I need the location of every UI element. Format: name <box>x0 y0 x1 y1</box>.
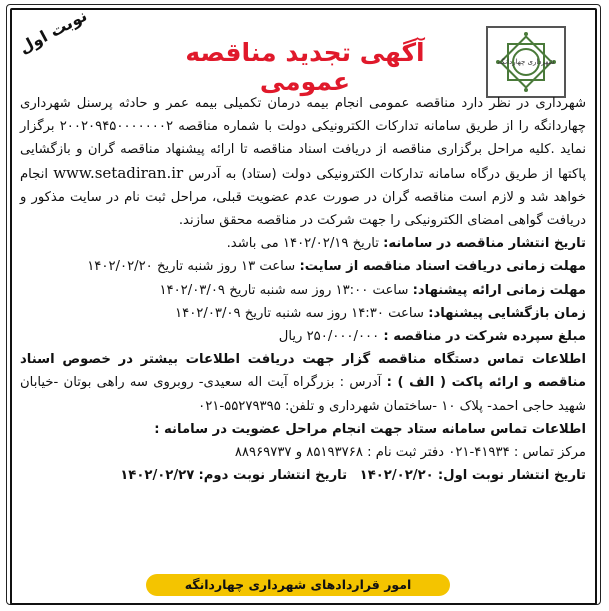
doc-deadline-value: ساعت ۱۳ روز شنبه تاریخ ۱۴۰۲/۰۲/۲۰ <box>87 259 296 275</box>
deposit-line <box>20 325 586 348</box>
logo-text: شهرداری چهاردانگه <box>497 58 555 66</box>
ad-title: آگهی تجدید مناقصه عمومی <box>185 38 425 96</box>
owner-contact-heading: اطلاعات تماس دستگاه مناقصه گزار جهت دریافت اطلاعات بیشتر در خصوص اسناد مناقصه و ارائه پاکت ( الف ) : <box>20 352 586 391</box>
publish-date-value: تاریخ ۱۴۰۲/۰۲/۱۹ می باشد. <box>226 236 379 252</box>
setad-website-link[interactable]: www.setadiran.ir <box>53 163 184 182</box>
offer-deadline-value: ساعت ۱۳:۰۰ روز سه شنبه تاریخ ۱۴۰۲/۰۳/۰۹ <box>159 282 409 298</box>
setad-contact-details: مرکز تماس : ۴۱۹۳۴-۰۲۱ دفتر ثبت نام : ۸۵۱۹۳۷۶۸ و ۸۸۹۶۹۷۳۷ <box>234 445 586 461</box>
intro-paragraph <box>20 92 586 232</box>
round-label: نوبت اول <box>15 5 91 58</box>
publish-date-line <box>20 232 586 255</box>
setad-contact-heading-line <box>20 418 586 441</box>
publish-date-label: تاریخ انتشار مناقصه در سامانه: <box>383 236 586 252</box>
ad-body <box>20 92 586 487</box>
publication-dates-line <box>20 464 586 487</box>
doc-deadline-line <box>20 255 586 278</box>
owner-contact-address: آدرس : بزرگراه آیت اله سعیدی- روبروی سه راهی بوتان -خیابان شهید حاجی احمد- پلاک ۱۰ -ساختمان شهرداری و تلفن: ۵۵۲۷۹۳۹۵-۰۲۱ <box>20 375 586 414</box>
second-publish-label: تاریخ انتشار نوبت دوم: <box>198 468 348 484</box>
owner-contact-paragraph <box>20 348 586 418</box>
doc-deadline-label: مهلت زمانی دریافت اسناد مناقصه از سایت: <box>299 259 586 275</box>
second-publish-value: ۱۴۰۲/۰۲/۲۷ <box>120 468 195 484</box>
deposit-value: ۲۵۰/۰۰۰/۰۰۰ ریال <box>278 329 380 345</box>
offer-deadline-label: مهلت زمانی ارائه پیشنهاد: <box>412 282 586 298</box>
footer-banner: امور قراردادهای شهرداری چهاردانگه <box>146 574 450 596</box>
deposit-label: مبلغ سپرده شرکت در مناقصه : <box>383 329 586 345</box>
municipality-logo <box>486 26 566 98</box>
intro-part2: انجام خواهد شد و لازم است مناقصه گران در صورت عدم عضویت قبلی، مراحل ثبت نام در سایت مذکور و دریافت گواهی امضای الکترونیکی را جهت شرکت در مناقصه محقق سازند. <box>20 166 586 229</box>
setad-contact-details-line <box>20 441 586 464</box>
first-publish-value: ۱۴۰۲/۰۲/۲۰ <box>359 468 434 484</box>
opening-time-value: ساعت ۱۴:۳۰ روز سه شنبه تاریخ ۱۴۰۲/۰۳/۰۹ <box>175 305 424 321</box>
offer-deadline-line <box>20 279 586 302</box>
intro-part1: شهرداری در نظر دارد مناقصه عمومی انجام بیمه درمان تکمیلی بیمه عمر و حادثه پرسنل شهرداری چهاردانگه را از طریق سامانه تدارکات الکترونیکی دولت با شماره مناقصه ۲۰۰۲۰۹۴۵۰۰۰۰۰۰۰۲ برگزار نماید .کلیه مراحل برگزاری مناقصه از دریافت اسناد مناقصه تا ارائه پیشنهاد مناقصه گران و بازگشایی پاکتها از طریق درگاه سامانه تدارکات الکترونیکی دولت (ستاد) به آدرس <box>20 96 586 182</box>
setad-contact-heading: اطلاعات تماس سامانه ستاد جهت انجام مراحل عضویت در سامانه : <box>154 421 586 437</box>
first-publish-label: تاریخ انتشار نوبت اول: <box>437 468 586 484</box>
opening-time-line <box>20 302 586 325</box>
opening-time-label: زمان بازگشایی پیشنهاد: <box>428 305 586 321</box>
